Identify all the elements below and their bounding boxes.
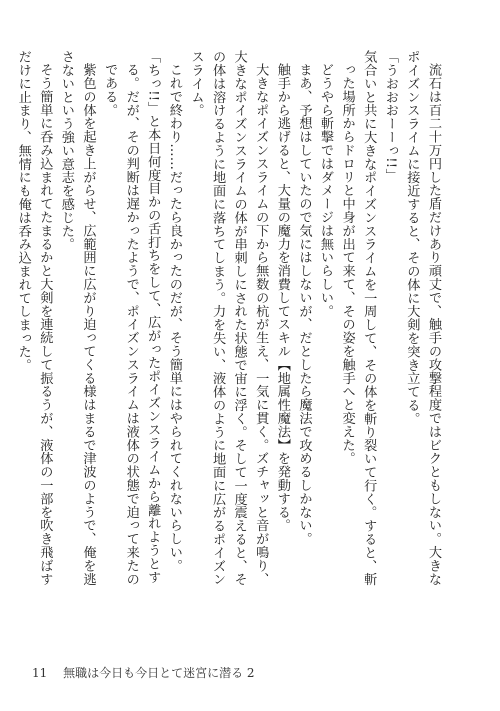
paragraph-7: 大きなポイズンスライムの下から無数の杭が生え、一気に貫く。ズチャッと音が鳴り、大きなポイズンスライムの体が串刺しにされた状態で宙に浮く。そして一度震えると、その体は溶けるように地面に落ちてしまう。力を失い、液体のように地面に広がるポイズンスライム。 <box>188 50 269 586</box>
page-number: 11 <box>32 666 48 680</box>
paragraph-9-dialogue: 「ちっ!!」と本日何度目かの舌打ちをして、広がったポイズンスライムから離れようとする。だが、その判断は遅かったようで、ポイズンスライムは液体の状態で迫って来たのである。 <box>102 50 161 586</box>
paragraph-11: そう簡単に呑み込まれてたまるかと大剣を連続して振るうが、液体の一部を吹き飛ばすだけに止まり、無情にも俺は呑み込まれてしまった。 <box>15 50 53 586</box>
paragraph-3: 気合いと共に大きなポイズンスライムを一周して、その体を斬り裂いて行く。すると、斬った場所からドロリと中身が出て来て、その姿を触手へと変えた。 <box>339 50 377 586</box>
paragraph-4: どうやら斬撃ではダメージは無いらしい。 <box>318 63 334 318</box>
paragraph-1: 流石は百二十万円した盾だけあり頑丈で、触手の攻撃程度ではビクともしない。大きなポイズンスライムに接近すると、その体に大剣を突き立てる。 <box>404 50 441 586</box>
paragraph-10: 紫色の体を起き上がらせ、広範囲に広がり迫ってくる様はまるで津波のようで、俺を逃さないという強い意志を感じた。 <box>58 50 96 586</box>
vertical-text-body <box>15 50 444 592</box>
book-title: 無職は今日も今日とて迷宮に潜る 2 <box>63 666 255 680</box>
paragraph-5: まあ、予想はしていたので気にはしないが、だとしたら魔法で攻めるしかない。 <box>296 63 312 546</box>
paragraph-8: これで終わり……だったら良かったのだが、そう簡単にはやられてくれないらしい。 <box>166 63 182 573</box>
paragraph-2-dialogue: 「うおおおーーっ!!」 <box>382 50 398 182</box>
paragraph-6: 触手から逃げると、大量の魔力を消費してスキル【地属性魔法】を発動する。 <box>274 63 290 533</box>
page-footer <box>32 664 255 681</box>
